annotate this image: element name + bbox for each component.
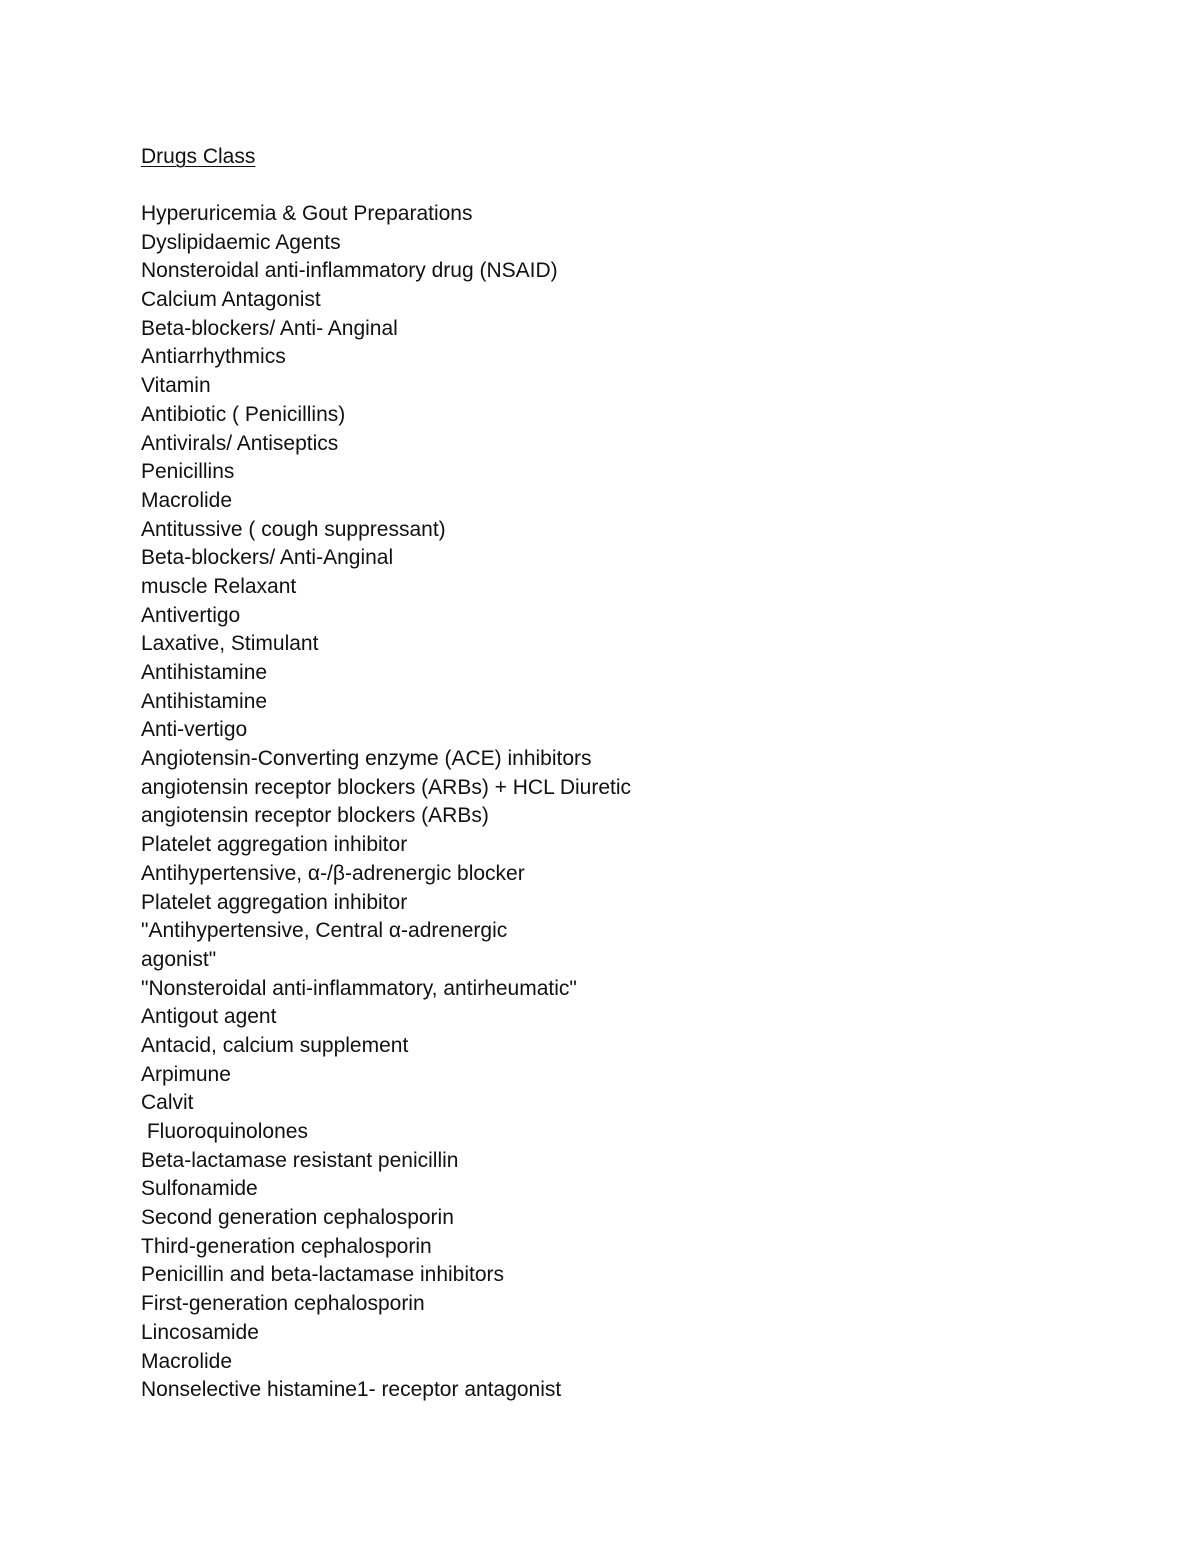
list-item: Nonselective histamine1- receptor antagonist [141,1378,562,1402]
list-item: "Antihypertensive, Central α-adrenergic [141,919,508,943]
list-item: Anti-vertigo [141,718,248,742]
list-item: Second generation cephalosporin [141,1206,454,1230]
list-item: angiotensin receptor blockers (ARBs) [141,804,489,828]
list-item: Antihistamine [141,689,268,713]
list-item: Antihypertensive, α-/β-adrenergic blocker [141,861,525,885]
list-item: Beta-blockers/ Anti-Anginal [141,546,394,570]
list-item: Laxative, Stimulant [141,632,319,656]
list-item: Platelet aggregation inhibitor [141,833,408,857]
list-item: Macrolide [141,1349,233,1373]
list-item: "Nonsteroidal anti-inflammatory, antirheumatic" [141,976,577,1000]
list-item: Penicillins [141,460,235,484]
drug-class-list [141,200,631,1405]
list-item: Angiotensin-Converting enzyme (ACE) inhibitors [141,747,592,771]
list-item: Antivertigo [141,603,241,627]
list-item: Beta-blockers/ Anti- Anginal [141,316,398,340]
list-item: Lincosamide [141,1320,259,1344]
list-item: Dyslipidaemic Agents [141,230,341,254]
list-item: Macrolide [141,488,233,512]
list-item: Penicillin and beta-lactamase inhibitors [141,1263,505,1287]
list-item: Beta-lactamase resistant penicillin [141,1148,459,1172]
list-item: Antihistamine [141,661,268,684]
list-item: Antitussive ( cough suppressant) [141,517,446,541]
list-item: agonist" [141,947,217,971]
list-item: Platelet aggregation inhibitor [141,890,408,914]
list-item: Antiarrhythmics [141,345,286,369]
list-item: Hyperuricemia & Gout Preparations [141,202,473,225]
list-item: Antibiotic ( Penicillins) [141,402,346,426]
list-item: muscle Relaxant [141,574,297,598]
list-item: Nonsteroidal anti-inflammatory drug (NSAID) [141,259,558,283]
list-item: Antivirals/ Antiseptics [141,431,339,455]
list-item: Antacid, calcium supplement [141,1033,409,1057]
list-item: Antigout agent [141,1005,277,1029]
list-item: Arpimune [141,1062,231,1086]
list-item: Vitamin [141,374,211,398]
document-title: Drugs Class [141,145,256,168]
list-item: angiotensin receptor blockers (ARBs) + HCL Diuretic [141,775,632,799]
list-item: Third-generation cephalosporin [141,1234,432,1258]
list-item: Calvit [141,1091,194,1115]
list-item: First-generation cephalosporin [141,1292,425,1316]
list-item: Fluoroquinolones [141,1120,308,1143]
list-item: Sulfonamide [141,1177,258,1201]
list-item: Calcium Antagonist [141,288,321,312]
